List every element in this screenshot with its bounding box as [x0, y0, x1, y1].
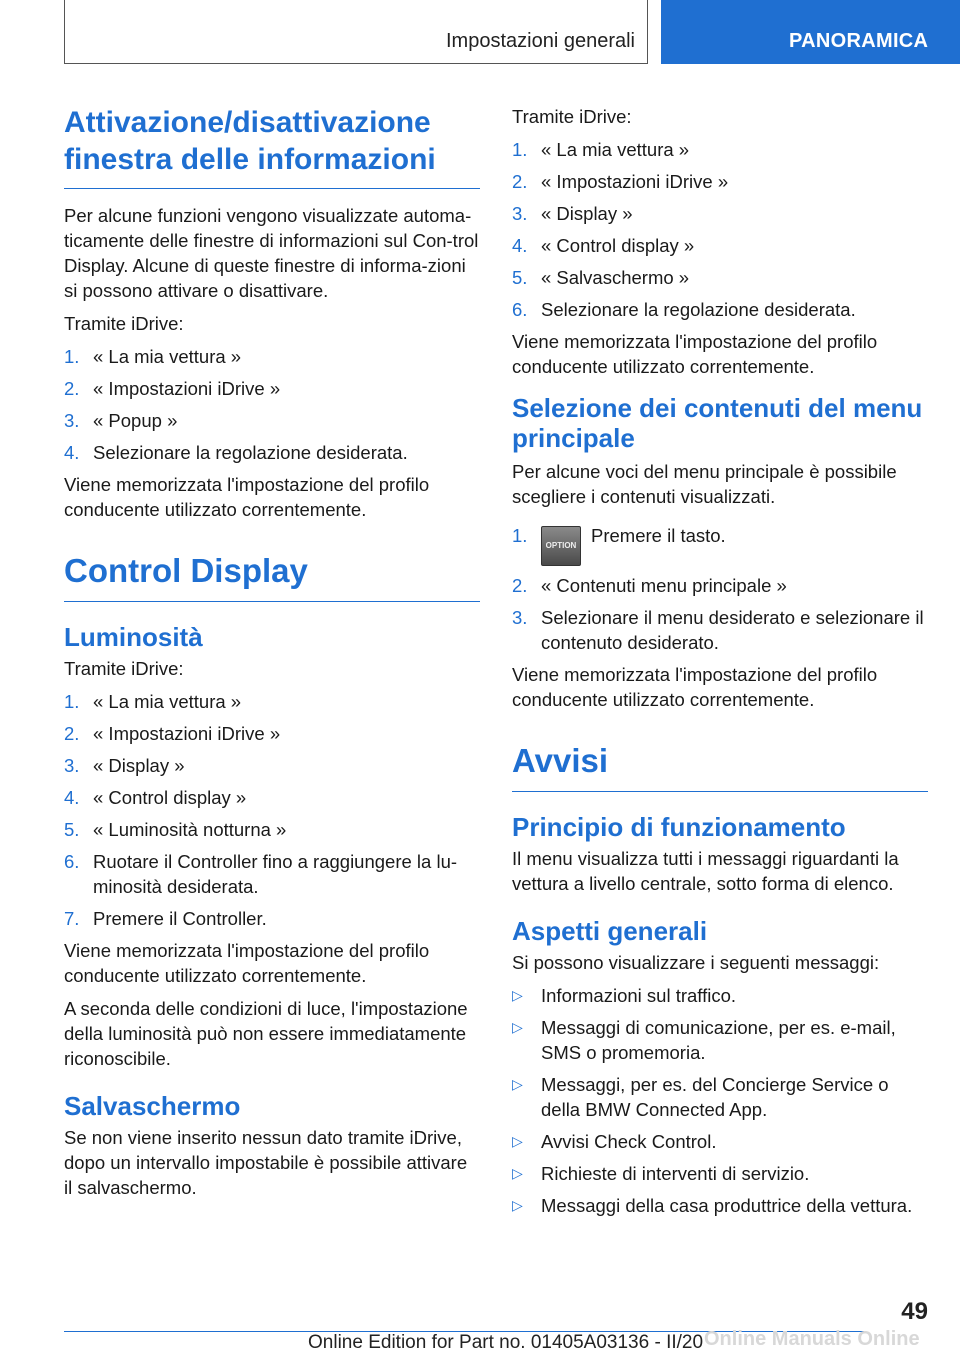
list-item: 3. Selezionare il menu desiderato e selezionare il contenuto desiderato. — [512, 607, 924, 653]
salvaschermo-body: Se non viene inserito nessun dato tramite iDrive, dopo un intervallo impostabile è possibile attivare il salvaschermo. — [64, 1127, 468, 1198]
header-tab-panoramica[interactable]: PANORAMICA — [661, 0, 960, 64]
list-item: ▷ Messaggi della casa produttrice della vettura. — [512, 1195, 913, 1216]
info-window-body: Per alcune funzioni vengono visualizzate automa-ticamente delle finestre di informazioni sul Con-trol Display. Alcune di queste finestre di informa-zioni si possono attivare o disattivare. — [64, 205, 479, 301]
list-item: ▷ Informazioni sul traffico. — [512, 985, 737, 1006]
option-button-icon: OPTION — [541, 526, 581, 566]
list-item: 3. « Display » — [64, 755, 185, 776]
section-title-avvisi: Avvisi — [512, 742, 928, 792]
subsection-title-luminosita: Luminosità — [64, 622, 203, 652]
footer-watermark: Online Manuals Online — [704, 1328, 920, 1350]
list-item: ▷ Messaggi di comunicazione, per es. e-mail, SMS o promemoria. — [512, 1017, 896, 1063]
salvaschermo-note: Viene memorizzata l'impostazione del profilo conducente utilizzato correntemente. — [512, 331, 878, 377]
section-title-control-display: Control Display — [64, 552, 480, 602]
luminosita-intro: Tramite iDrive: — [64, 658, 184, 679]
subsection-title-salvaschermo: Salvaschermo — [64, 1091, 241, 1121]
triangle-bullet-icon: ▷ — [512, 987, 523, 1003]
luminosita-note-2: A seconda delle condizioni di luce, l'impostazione della luminosità può non essere immediatamente riconoscibile. — [64, 998, 468, 1069]
list-item: 1. « La mia vettura » — [64, 691, 242, 712]
list-item: 2. « Impostazioni iDrive » — [512, 171, 729, 192]
menu-contents-body: Per alcune voci del menu principale è possibile scegliere i contenuti visualizzati. — [512, 461, 897, 507]
salvaschermo-steps — [512, 137, 928, 322]
list-item: 1. « La mia vettura » — [64, 346, 242, 367]
list-item: ▷ Richieste di interventi di servizio. — [512, 1163, 810, 1184]
triangle-bullet-icon: ▷ — [512, 1133, 523, 1149]
right-column — [512, 102, 928, 1225]
subsection-title-menu-contents: Selezione dei contenuti del menu principale — [512, 393, 923, 453]
principio-body: Il menu visualizza tutti i messaggi riguardanti la vettura a livello centrale, sotto forma di elenco. — [512, 848, 899, 894]
list-item: 3. « Display » — [512, 203, 633, 224]
menu-contents-steps — [512, 523, 928, 655]
section-title-info-window: Attivazione/disattivazione finestra delle informazioni — [64, 104, 480, 189]
list-item: ▷ Messaggi, per es. del Concierge Service o della BMW Connected App. — [512, 1074, 889, 1120]
info-window-steps — [64, 344, 480, 465]
triangle-bullet-icon: ▷ — [512, 1076, 523, 1092]
subsection-title-aspetti: Aspetti generali — [512, 916, 708, 946]
list-item: ▷ Avvisi Check Control. — [512, 1131, 717, 1152]
list-item: 4. « Control display » — [64, 787, 247, 808]
subsection-title-principio: Principio di funzionamento — [512, 812, 846, 842]
list-item: 6. Selezionare la regolazione desiderata. — [512, 299, 856, 320]
list-item: 1. « La mia vettura » — [512, 139, 690, 160]
luminosita-steps — [64, 689, 480, 931]
list-item: 2. « Impostazioni iDrive » — [64, 378, 281, 399]
list-item: 4. « Control display » — [512, 235, 695, 256]
list-item: 5. « Salvaschermo » — [512, 267, 690, 288]
list-item: 7. Premere il Controller. — [64, 908, 267, 929]
list-item: 1. OPTION Premere il tasto. — [512, 523, 928, 566]
salvaschermo-intro: Tramite iDrive: — [512, 106, 632, 127]
triangle-bullet-icon: ▷ — [512, 1165, 523, 1181]
info-window-intro: Tramite iDrive: — [64, 313, 184, 334]
triangle-bullet-icon: ▷ — [512, 1019, 523, 1035]
left-column — [64, 102, 480, 1208]
luminosita-note: Viene memorizzata l'impostazione del profilo conducente utilizzato correntemente. — [64, 940, 430, 986]
menu-contents-note: Viene memorizzata l'impostazione del profilo conducente utilizzato correntemente. — [512, 664, 878, 710]
list-item: 5. « Luminosità notturna » — [64, 819, 287, 840]
list-item: 2. « Contenuti menu principale » — [512, 575, 787, 596]
list-item: 6. Ruotare il Controller fino a raggiungere la lu-minosità desiderata. — [64, 851, 458, 897]
list-item: 3. « Popup » — [64, 410, 178, 431]
list-item: 4. Selezionare la regolazione desiderata. — [64, 442, 408, 463]
list-item: 2. « Impostazioni iDrive » — [64, 723, 281, 744]
footer-edition: Online Edition for Part no. 01405A03136 - II/20 — [308, 1332, 704, 1353]
header-section-title: Impostazioni generali — [446, 30, 635, 52]
header-section-box — [64, 0, 648, 64]
info-window-note: Viene memorizzata l'impostazione del profilo conducente utilizzato correntemente. — [64, 474, 430, 520]
page-number: 49 — [901, 1298, 928, 1325]
aspetti-list — [512, 983, 928, 1218]
aspetti-body: Si possono visualizzare i seguenti messaggi: — [512, 952, 880, 973]
triangle-bullet-icon: ▷ — [512, 1197, 523, 1213]
